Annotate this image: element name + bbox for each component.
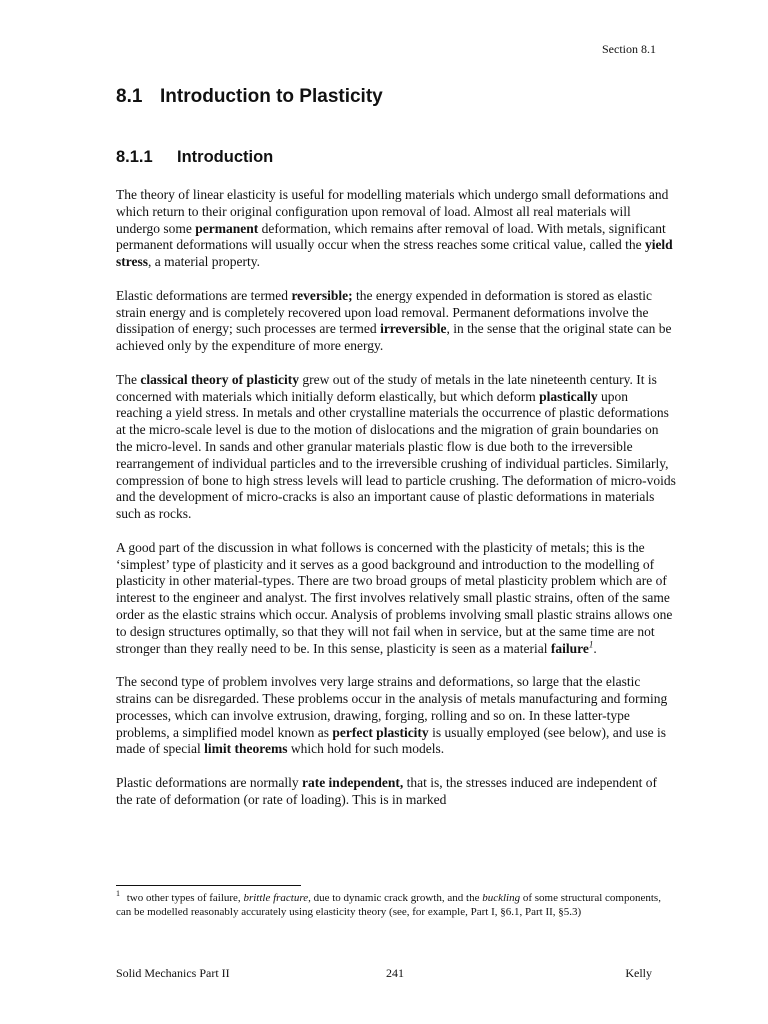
subsection-title [116, 148, 273, 167]
subsection-number: 8.1.1 [116, 148, 153, 166]
page-number: 241 [386, 966, 404, 980]
term-classical-theory: classical theory of plasticity [140, 371, 299, 387]
paragraph-5: The second type of problem involves very large strains and deformations, so large that the elastic strains can be disregarded. These problems occur in the analysis of metals manufacturing and forming processes, which can involve extrusion, drawing, forging, rolling and so on. In these latter-type problems, a simplified model known as perfect plasticity is usually employed (see below), and use is made of special limit theorems which hold for such models. [116, 674, 668, 757]
paragraph-3: The classical theory of plasticity grew out of the study of metals in the late nineteenth century. It is concerned with materials which initially deform elastically, but which deform plastically upon reaching a yield stress. In metals and other crystalline materials the occurrence of plastic deformations at the micro-scale level is due to the motion of dislocations and the migration of grain boundaries on the micro-level. In sands and other granular materials plastic flow is due both to the irreversible rearrangement of individual particles and to the irreversible crushing of individual particles. Similarly, compression of bone to high stress levels will lead to particle crushing. The deformation of micro-voids and the development of micro-cracks is also an important cause of plastic deformations in materials such as rocks. [116, 371, 676, 522]
footer-course-title: Solid Mechanics Part II [116, 966, 230, 980]
footnote: $^1$ two other types of failure, brittle fracture, due to dynamic crack growth, and the buckling of some structural components, can be modelled reasonably accurately using elasticity theory (see, for example, Part I, §6.1, Part II, §5.3) [116, 889, 661, 918]
footnote-marker: 1 [116, 889, 120, 899]
paragraph-6: Plastic deformations are normally rate independent, that is, the stresses induced are independent of the rate of deformation (or rate of loading). This is in marked [116, 774, 658, 807]
body-text [116, 187, 676, 825]
paragraph-4: A good part of the discussion in what follows is concerned with the plasticity of metals; this is the ‘simplest’ type of plasticity and it serves as a good background and introduction to the modelling of plasticity in other material-types. There are two broad groups of metal plasticity problem which are of interest to the engineer and analyst. The first involves relatively small plastic strains, often of the same order as the elastic strains which occur. Analysis of problems involving small plastic strains allows one to design structures optimally, so that they will not fail when in service, but at the same time are not stronger than they really need to be. In this sense, plasticity is seen as a material failure$^1$. [116, 539, 673, 656]
term-limit-theorems: limit theorems [204, 741, 288, 757]
running-header: Section 8.1 [602, 42, 656, 56]
footnote-divider [116, 885, 301, 886]
term-irreversible: irreversible [380, 321, 447, 337]
section-title-text: Introduction to Plasticity [160, 86, 383, 107]
footnote-reference[interactable]: 1 [588, 639, 594, 650]
subsection-title-text: Introduction [177, 148, 274, 166]
paragraph-1: The theory of linear elasticity is useful for modelling materials which undergo small deformations and which return to their original configuration upon removal of load. Almost all real materials will undergo some permanent deformation, which remains after removal of load. With metals, significant permanent deformations will usually occur when the stress reaches some critical value, called the yield stress, a material property. [116, 187, 673, 270]
term-rate-independent: rate independent, [301, 774, 404, 790]
term-failure: failure [550, 640, 589, 656]
section-number: 8.1 [116, 86, 143, 107]
paragraph-2: Elastic deformations are termed reversible; the energy expended in deformation is stored as elastic strain energy and is completely recovered upon load removal. Permanent deformations involve the dissipation of energy; such processes are termed irreversible, in the sense that the original state can be achieved only by the expenditure of more energy. [116, 287, 672, 354]
page-footer [116, 966, 652, 982]
term-yield-stress: yield stress [116, 237, 673, 270]
section-title [116, 86, 383, 108]
term-perfect-plasticity: perfect plasticity [332, 724, 429, 740]
term-plastically: plastically [539, 388, 598, 404]
term-reversible: reversible; [291, 287, 353, 303]
term-permanent: permanent [195, 220, 259, 236]
footer-author: Kelly [625, 966, 652, 980]
